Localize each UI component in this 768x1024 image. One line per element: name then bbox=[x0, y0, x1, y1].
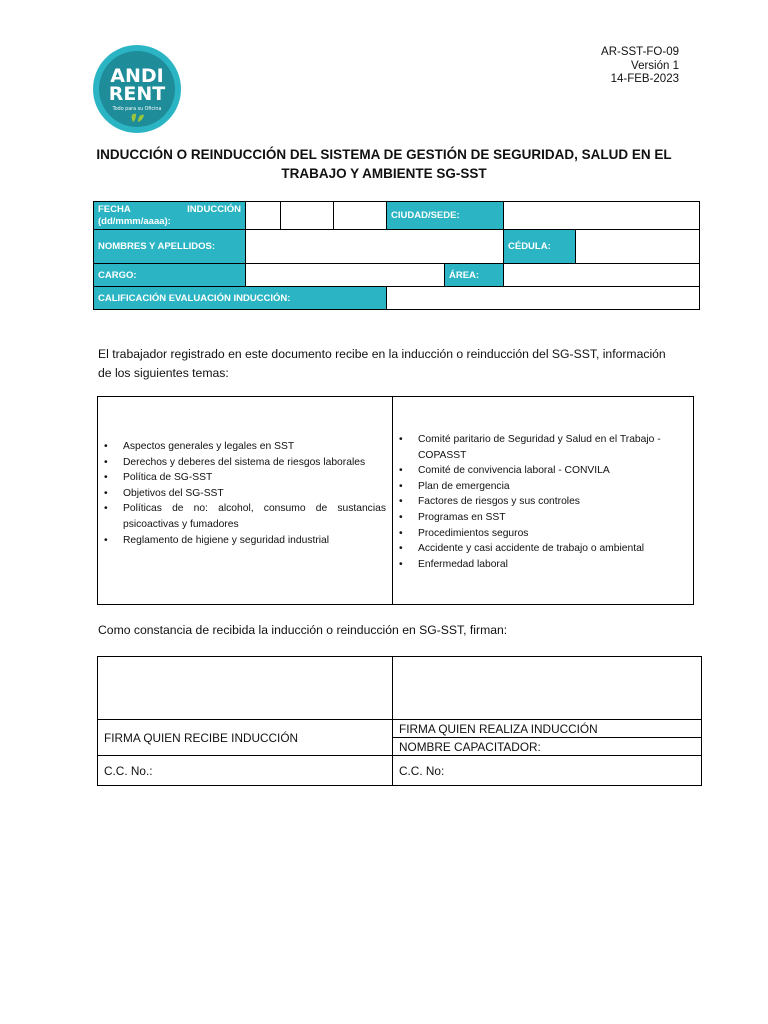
topic-item: • Políticas de no: alcohol, consumo de sustancias psicoactivas y fumadores bbox=[98, 501, 386, 532]
area-field[interactable] bbox=[503, 263, 700, 287]
nombres-label: NOMBRES Y APELLIDOS: bbox=[93, 229, 246, 264]
signature-area-trainer[interactable] bbox=[392, 656, 702, 720]
topic-item: • Comité paritario de Seguridad y Salud en el Trabajo - COPASST bbox=[393, 432, 689, 463]
topic-item: • Enfermedad laboral bbox=[393, 557, 689, 573]
page-title: INDUCCIÓN O REINDUCCIÓN DEL SISTEMA DE GESTIÓN DE SEGURIDAD, SALUD EN EL TRABAJO Y AMBIENTE SG-SST bbox=[96, 147, 672, 181]
nombres-field[interactable] bbox=[245, 229, 504, 264]
cargo-field[interactable] bbox=[245, 263, 445, 287]
constancia-text: Como constancia de recibida la inducción o reinducción en SG-SST, firman: bbox=[98, 623, 508, 637]
fecha-year-field[interactable] bbox=[333, 201, 387, 230]
firma-realiza-label: FIRMA QUIEN REALIZA INDUCCIÓN bbox=[392, 719, 702, 738]
andi-rent-logo bbox=[92, 44, 182, 134]
topic-item: • Programas en SST bbox=[393, 510, 689, 526]
topic-item: • Objetivos del SG-SST bbox=[98, 486, 386, 502]
topics-left-panel bbox=[97, 396, 393, 605]
intro-paragraph: El trabajador registrado en este documento recibe en la inducción o reinducción del SG-SST, información de los siguientes temas: bbox=[98, 347, 666, 380]
fecha-day-field[interactable] bbox=[245, 201, 281, 230]
nombre-capacitador-label: NOMBRE CAPACITADOR: bbox=[392, 737, 702, 756]
ciudad-label: CIUDAD/SEDE: bbox=[386, 201, 504, 230]
logo-tagline: Todo para su Oficina bbox=[112, 107, 162, 112]
ciudad-field[interactable] bbox=[503, 201, 700, 230]
cedula-field[interactable] bbox=[575, 229, 700, 264]
calificacion-field[interactable] bbox=[386, 286, 700, 310]
document-control-block bbox=[601, 46, 679, 87]
topics-right-list bbox=[393, 432, 689, 572]
logo-line1: ANDI bbox=[110, 65, 164, 87]
topic-item: • Reglamento de higiene y seguridad industrial bbox=[98, 533, 386, 549]
document-version: Versión 1 bbox=[631, 59, 679, 72]
logo-line2: RENT bbox=[108, 83, 166, 105]
cc-trainer-label: C.C. No: bbox=[392, 755, 702, 786]
topics-left-list bbox=[98, 439, 386, 548]
topic-item: • Accidente y casi accidente de trabajo o ambiental bbox=[393, 541, 689, 557]
cargo-label: CARGO: bbox=[93, 263, 246, 287]
topic-item: • Procedimientos seguros bbox=[393, 526, 689, 542]
topic-item: • Derechos y deberes del sistema de riesgos laborales bbox=[98, 455, 386, 471]
topic-item: • Factores de riesgos y sus controles bbox=[393, 494, 689, 510]
document-date: 14-FEB-2023 bbox=[610, 73, 679, 85]
topics-right-panel bbox=[392, 396, 694, 605]
firma-recibe-label: FIRMA QUIEN RECIBE INDUCCIÓN bbox=[97, 719, 393, 756]
document-code: AR-SST-FO-09 bbox=[601, 46, 679, 58]
topic-item: • Plan de emergencia bbox=[393, 479, 689, 495]
calificacion-label: CALIFICACIÓN EVALUACIÓN INDUCCIÓN: bbox=[93, 286, 387, 310]
area-label: ÁREA: bbox=[444, 263, 504, 287]
fecha-label: FECHA INDUCCIÓN (dd/mmm/aaaa): bbox=[93, 201, 246, 230]
signature-area-receiver[interactable] bbox=[97, 656, 393, 720]
fecha-month-field[interactable] bbox=[280, 201, 334, 230]
topic-item: • Comité de convivencia laboral - CONVILA bbox=[393, 463, 689, 479]
cedula-label: CÉDULA: bbox=[503, 229, 576, 264]
topic-item: • Aspectos generales y legales en SST bbox=[98, 439, 386, 455]
topic-item: • Política de SG-SST bbox=[98, 470, 386, 486]
cc-receiver-label: C.C. No.: bbox=[97, 755, 393, 786]
